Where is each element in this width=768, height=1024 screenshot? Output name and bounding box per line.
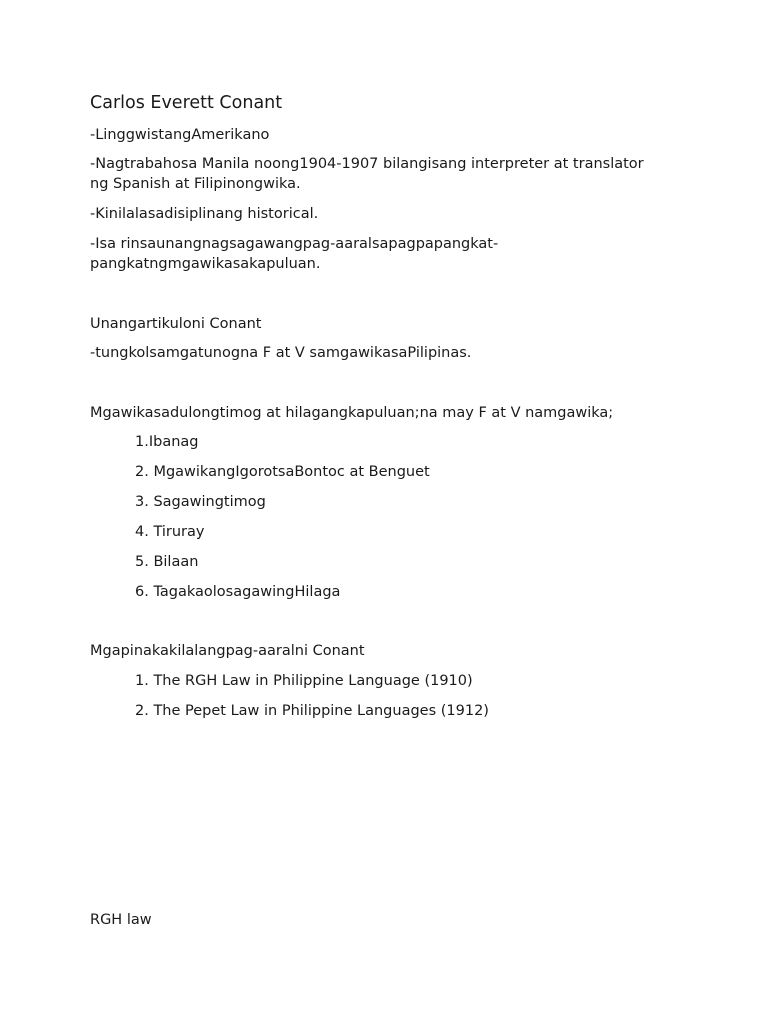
study-item: 1. The RGH Law in Philippine Language (1910) [135,673,473,689]
studies-heading: Mgapinakakilalangpag-aaralni Conant [90,643,365,659]
rgh-law-heading: RGH law [90,912,152,928]
bio-line-work-2: ng Spanish at Filipinongwika. [90,176,301,192]
language-item: 5. Bilaan [135,554,199,570]
study-item: 2. The Pepet Law in Philippine Languages (1912) [135,703,489,719]
language-item: 1.Ibanag [135,434,199,450]
language-item: 2. MgawikangIgorotsaBontoc at Benguet [135,464,430,480]
language-item: 3. Sagawingtimog [135,494,266,510]
bio-line-linguist: -LinggwistangAmerikano [90,127,270,143]
article-text: -tungkolsamgatunogna F at V samgawikasaPilipinas. [90,345,472,361]
document-title: Carlos Everett Conant [90,93,283,113]
bio-line-discipline: -Kinilalasadisiplinang historical. [90,206,319,222]
bio-line-pioneer-2: pangkatngmgawikasakapuluan. [90,256,321,272]
bio-line-pioneer-1: -Isa rinsaunangnagsagawangpag-aaralsapagpapangkat- [90,236,499,252]
bio-line-work-1: -Nagtrabahosa Manila noong1904-1907 bilangisang interpreter at translator [90,156,644,172]
language-item: 6. TagakaolosagawingHilaga [135,584,341,600]
languages-heading: Mgawikasadulongtimog at hilagangkapuluan;na may F at V namgawika; [90,405,614,421]
language-item: 4. Tiruray [135,524,205,540]
article-heading: Unangartikuloni Conant [90,316,262,332]
